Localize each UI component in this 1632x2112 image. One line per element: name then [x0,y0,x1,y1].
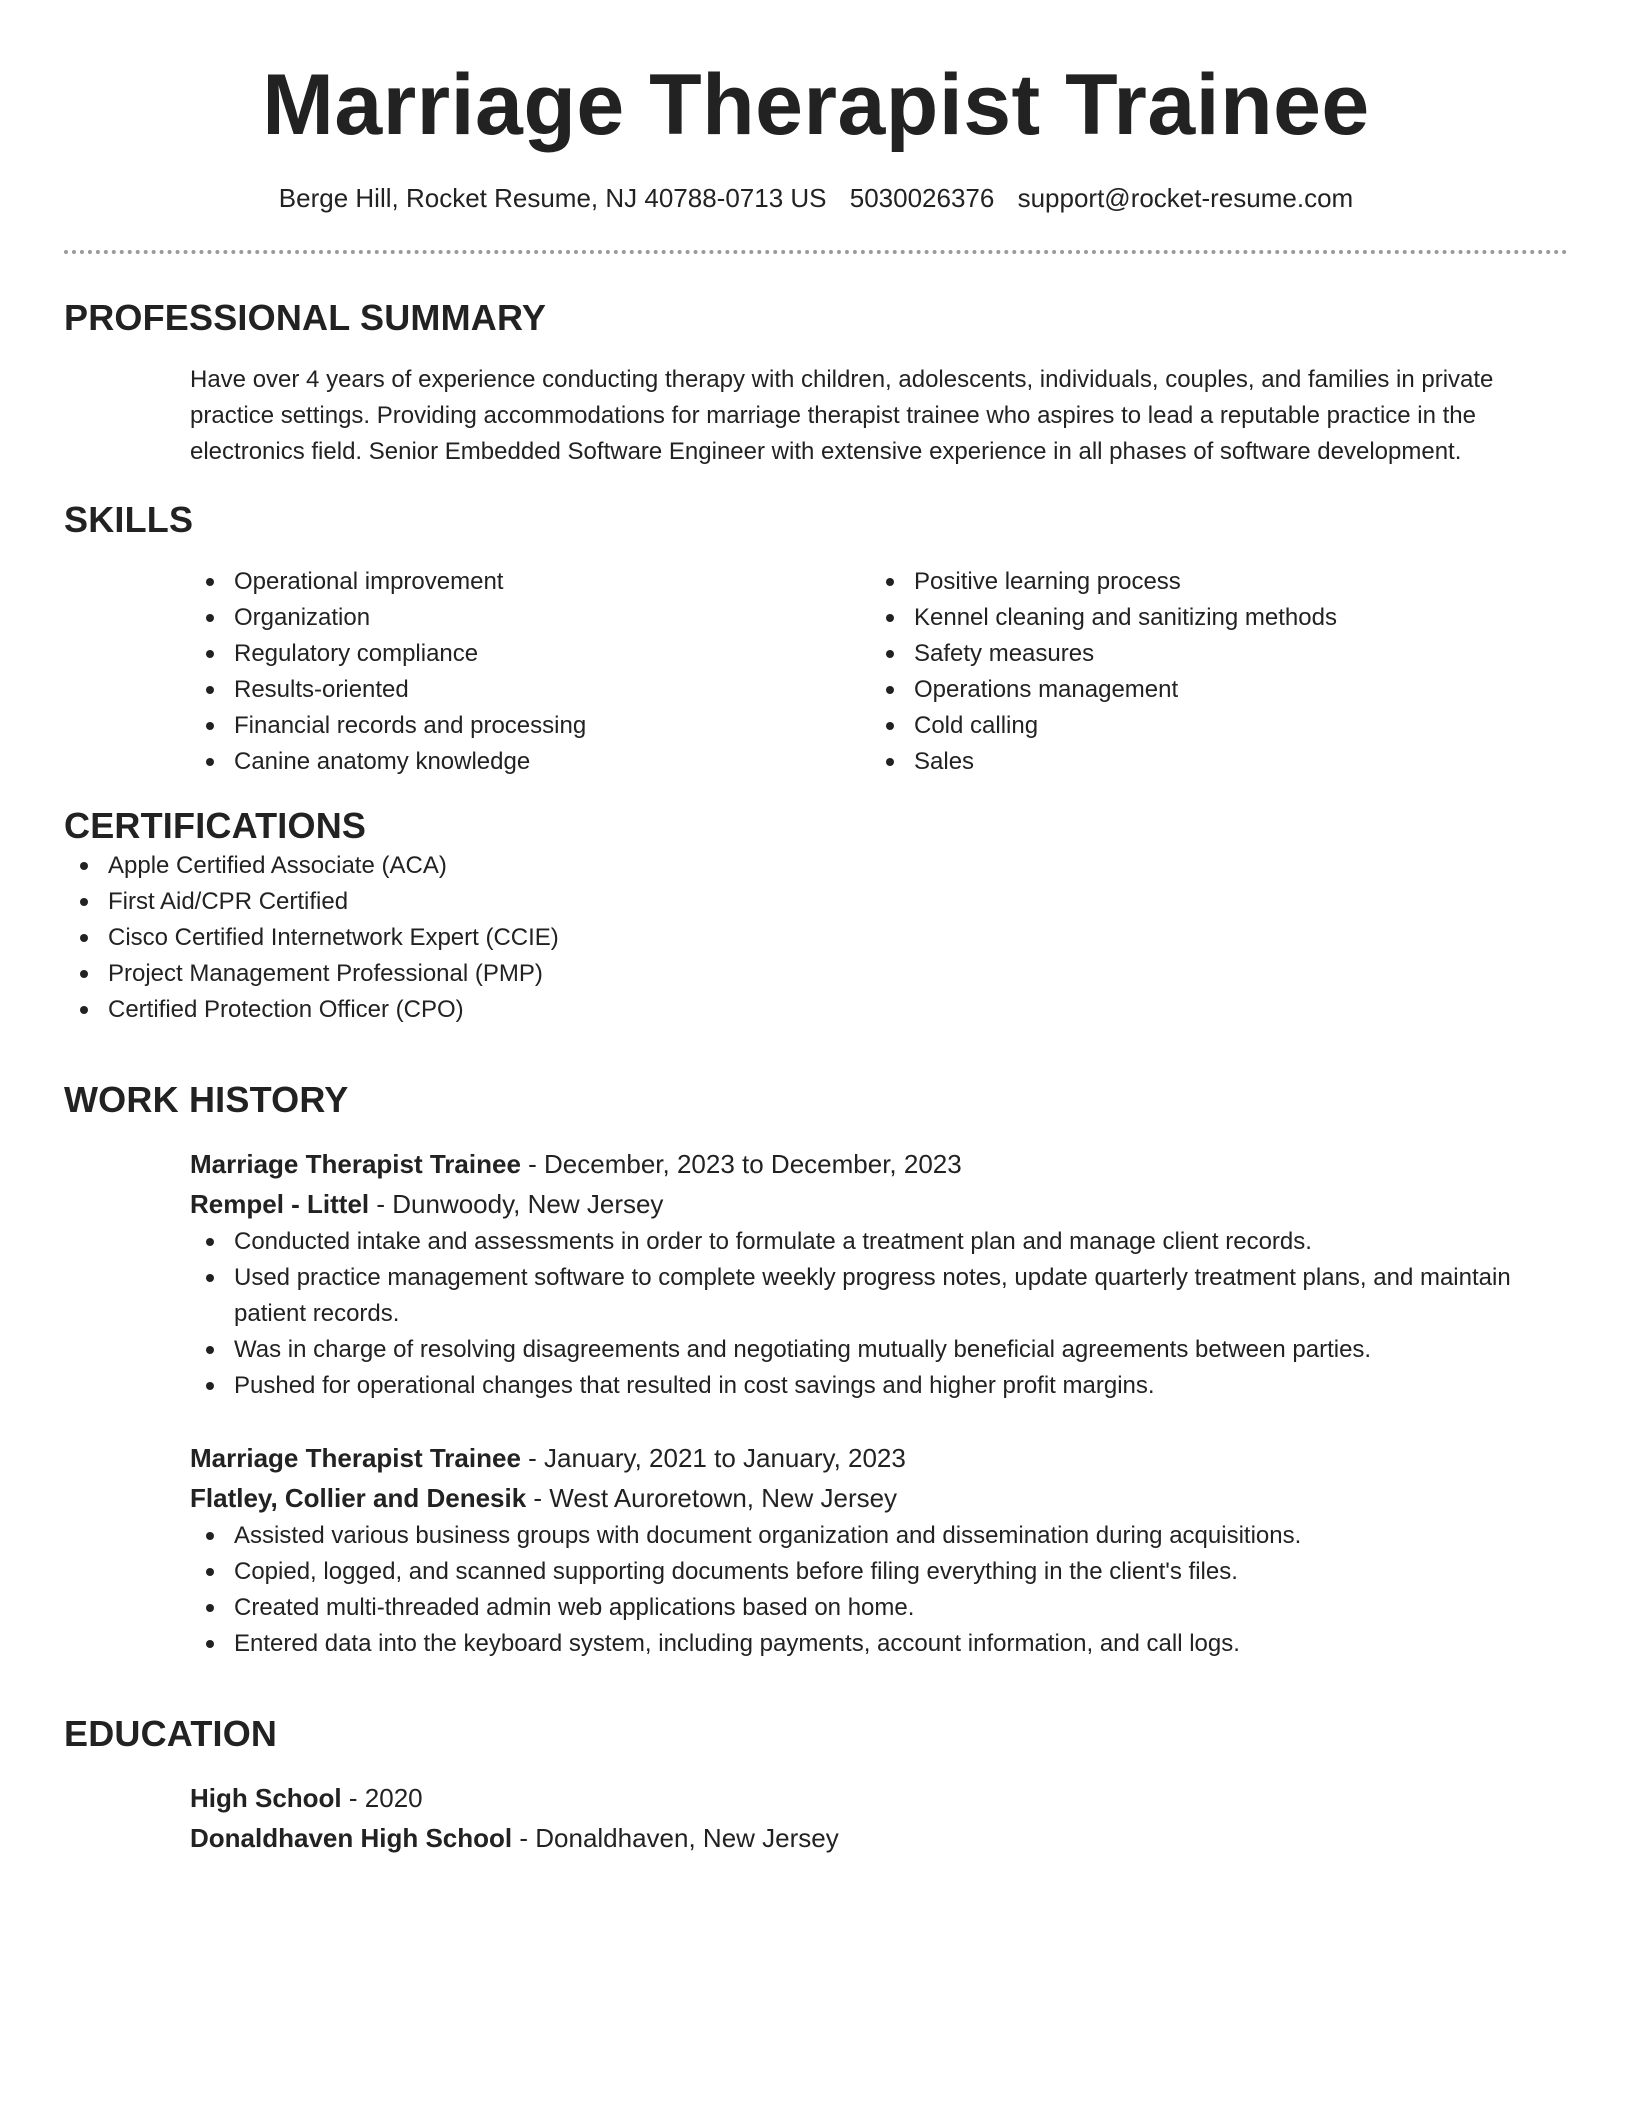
certifications-heading: CERTIFICATIONS [64,805,367,846]
list-item: Assisted various business groups with document organization and dissemination during acquisitions. [190,1518,1568,1554]
skills-right-list [870,564,1550,780]
contact-line [0,180,1632,216]
list-item: Conducted intake and assessments in order to formulate a treatment plan and manage client records. [190,1224,1568,1260]
job-location: - Dunwoody, New Jersey [369,1189,664,1219]
job-role: Marriage Therapist Trainee [190,1149,521,1179]
job-company: Rempel - Littel [190,1189,370,1219]
summary-text: Have over 4 years of experience conducting therapy with children, adolescents, individuals, couples, and families in private practice settings. Providing accommodations for marriage therapist trainee who aspires to lead a reputable practice in the electronics field. Senior Embedded Software Engineer with extensive experience in all phases of software development. [190,366,1494,465]
job-role: Marriage Therapist Trainee [190,1443,521,1473]
education-degree-line [190,1778,1568,1818]
education-year: - 2020 [341,1783,423,1813]
list-item: Cold calling [870,708,1550,744]
contact-email[interactable]: support@rocket-resume.com [1017,183,1354,213]
list-item: Operations management [870,672,1550,708]
job-company-line [190,1184,1568,1224]
list-item: Apple Certified Associate (ACA) [64,848,1568,884]
list-item: Was in charge of resolving disagreements and negotiating mutually beneficial agreements between parties. [190,1332,1568,1368]
list-item: Safety measures [870,636,1550,672]
job-bullets [190,1518,1568,1662]
list-item: Operational improvement [190,564,870,600]
contact-address: Berge Hill, Rocket Resume, NJ 40788-0713 US [278,183,827,213]
list-item: Sales [870,744,1550,780]
certifications-section [64,804,1568,1028]
contact-phone: 5030026376 [849,183,995,213]
list-item: Positive learning process [870,564,1550,600]
list-item: Kennel cleaning and sanitizing methods [870,600,1550,636]
list-item: Organization [190,600,870,636]
job-location: - West Auroretown, New Jersey [526,1483,898,1513]
education-school: Donaldhaven High School [190,1823,513,1853]
job-bullets [190,1224,1568,1404]
list-item: Created multi-threaded admin web applications based on home. [190,1590,1568,1626]
education-heading: EDUCATION [64,1713,278,1754]
list-item: Canine anatomy knowledge [190,744,870,780]
job-company-line [190,1478,1568,1518]
certifications-list [64,848,1568,1028]
job-role-line [190,1438,1568,1478]
header-divider [64,250,1568,254]
education-degree: High School [190,1783,342,1813]
job-company: Flatley, Collier and Denesik [190,1483,527,1513]
list-item: Financial records and processing [190,708,870,744]
skills-left-list [190,564,870,780]
work-history-section [64,1078,1568,1662]
summary-section [64,296,1568,470]
summary-heading: PROFESSIONAL SUMMARY [64,297,547,338]
job-role-line [190,1144,1568,1184]
list-item: Used practice management software to complete weekly progress notes, update quarterly treatment plans, and maintain patient records. [190,1260,1568,1332]
education-school-line [190,1818,1568,1858]
list-item: First Aid/CPR Certified [64,884,1568,920]
job-entry [190,1144,1568,1404]
list-item: Entered data into the keyboard system, including payments, account information, and call logs. [190,1626,1568,1662]
job-dates: - January, 2021 to January, 2023 [520,1443,906,1473]
education-section [64,1712,1568,1858]
list-item: Cisco Certified Internetwork Expert (CCIE) [64,920,1568,956]
list-item: Project Management Professional (PMP) [64,956,1568,992]
list-item: Certified Protection Officer (CPO) [64,992,1568,1028]
skills-section [64,498,1568,780]
education-entry [190,1778,1568,1858]
job-dates: - December, 2023 to December, 2023 [520,1149,962,1179]
education-location: - Donaldhaven, New Jersey [512,1823,839,1853]
list-item: Results-oriented [190,672,870,708]
work-history-heading: WORK HISTORY [64,1079,349,1120]
list-item: Pushed for operational changes that resulted in cost savings and higher profit margins. [190,1368,1568,1404]
list-item: Copied, logged, and scanned supporting documents before filing everything in the client's files. [190,1554,1568,1590]
skills-heading: SKILLS [64,499,194,540]
skills-grid [190,564,1568,780]
job-entry [190,1438,1568,1662]
list-item: Regulatory compliance [190,636,870,672]
resume-title: Marriage Therapist Trainee [262,57,1370,153]
